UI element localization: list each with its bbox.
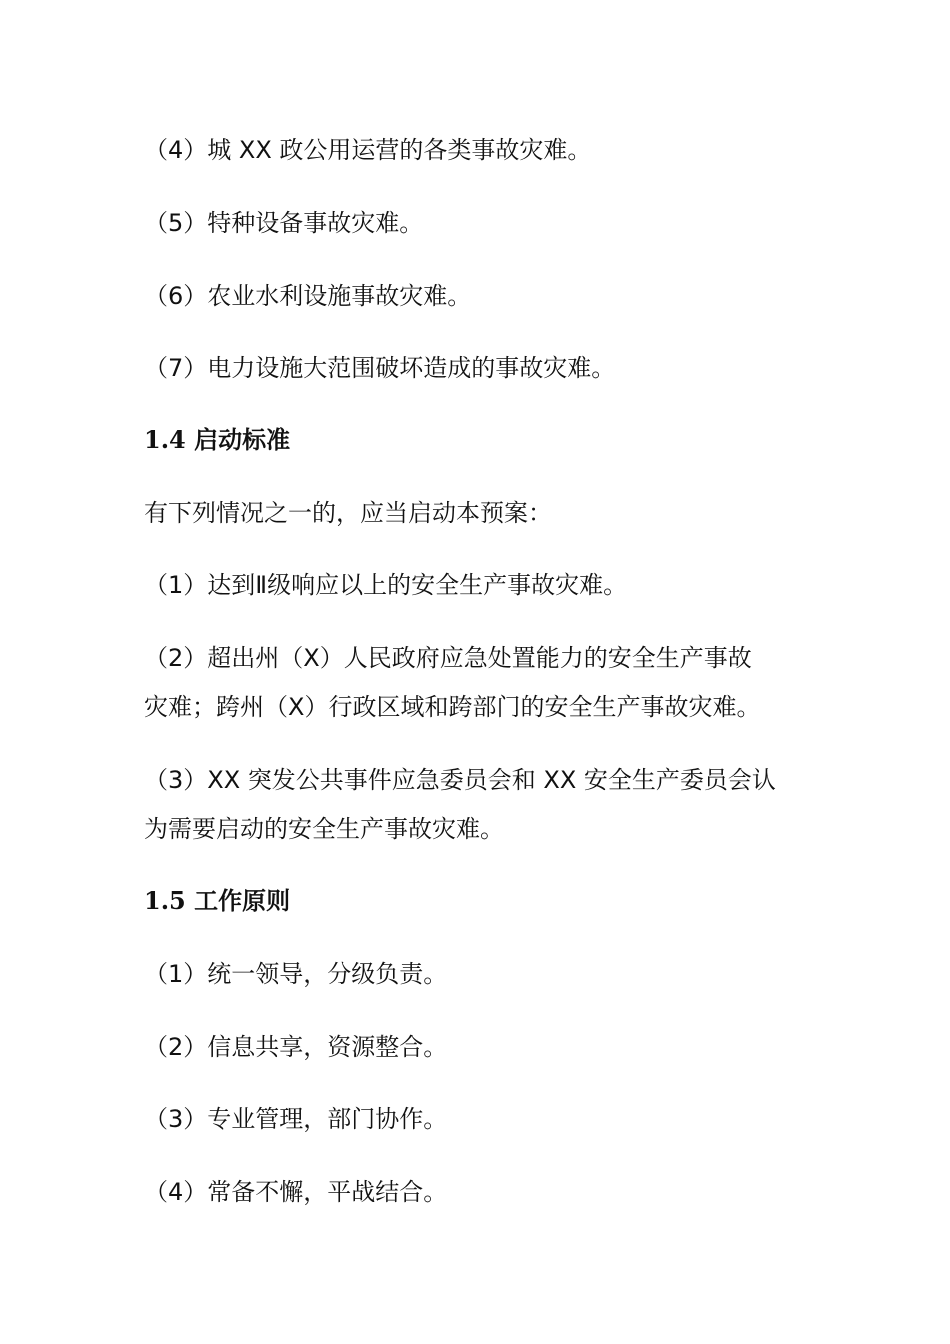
- list-item: （1）达到Ⅱ级响应以上的安全生产事故灾难。: [144, 571, 628, 599]
- list-item: （6）农业水利设施事故灾难。: [144, 282, 472, 310]
- section-heading-1-4: [144, 424, 824, 456]
- list-item: （5）特种设备事故灾难。: [144, 209, 424, 237]
- list-item: （3）XX 突发公共事件应急委员会和 XX 安全生产委员会认: [144, 766, 776, 794]
- list-item: （2）超出州（X）人民政府应急处置能力的安全生产事故: [144, 644, 752, 672]
- section-title: 工作原则: [194, 887, 291, 915]
- list-item: （7）电力设施大范围破坏造成的事故灾难。: [144, 354, 616, 382]
- list-item: （4）城 XX 政公用运营的各类事故灾难。: [144, 136, 592, 164]
- section-number: 1.5: [144, 886, 186, 915]
- list-item: （3）专业管理，部门协作。: [144, 1105, 448, 1133]
- paragraph-intro: 有下列情况之一的，应当启动本预案：: [144, 499, 552, 527]
- list-item-continuation: 为需要启动的安全生产事故灾难。: [144, 815, 504, 843]
- list-item-continuation: 灾难；跨州（X）行政区域和跨部门的安全生产事故灾难。: [144, 693, 761, 721]
- list-item: （2）信息共享，资源整合。: [144, 1033, 448, 1061]
- section-heading-1-5: [144, 885, 824, 917]
- list-item: （4）常备不懈，平战结合。: [144, 1178, 448, 1206]
- section-title: 启动标准: [194, 426, 291, 454]
- list-item: （1）统一领导，分级负责。: [144, 960, 448, 988]
- section-number: 1.4: [144, 425, 186, 454]
